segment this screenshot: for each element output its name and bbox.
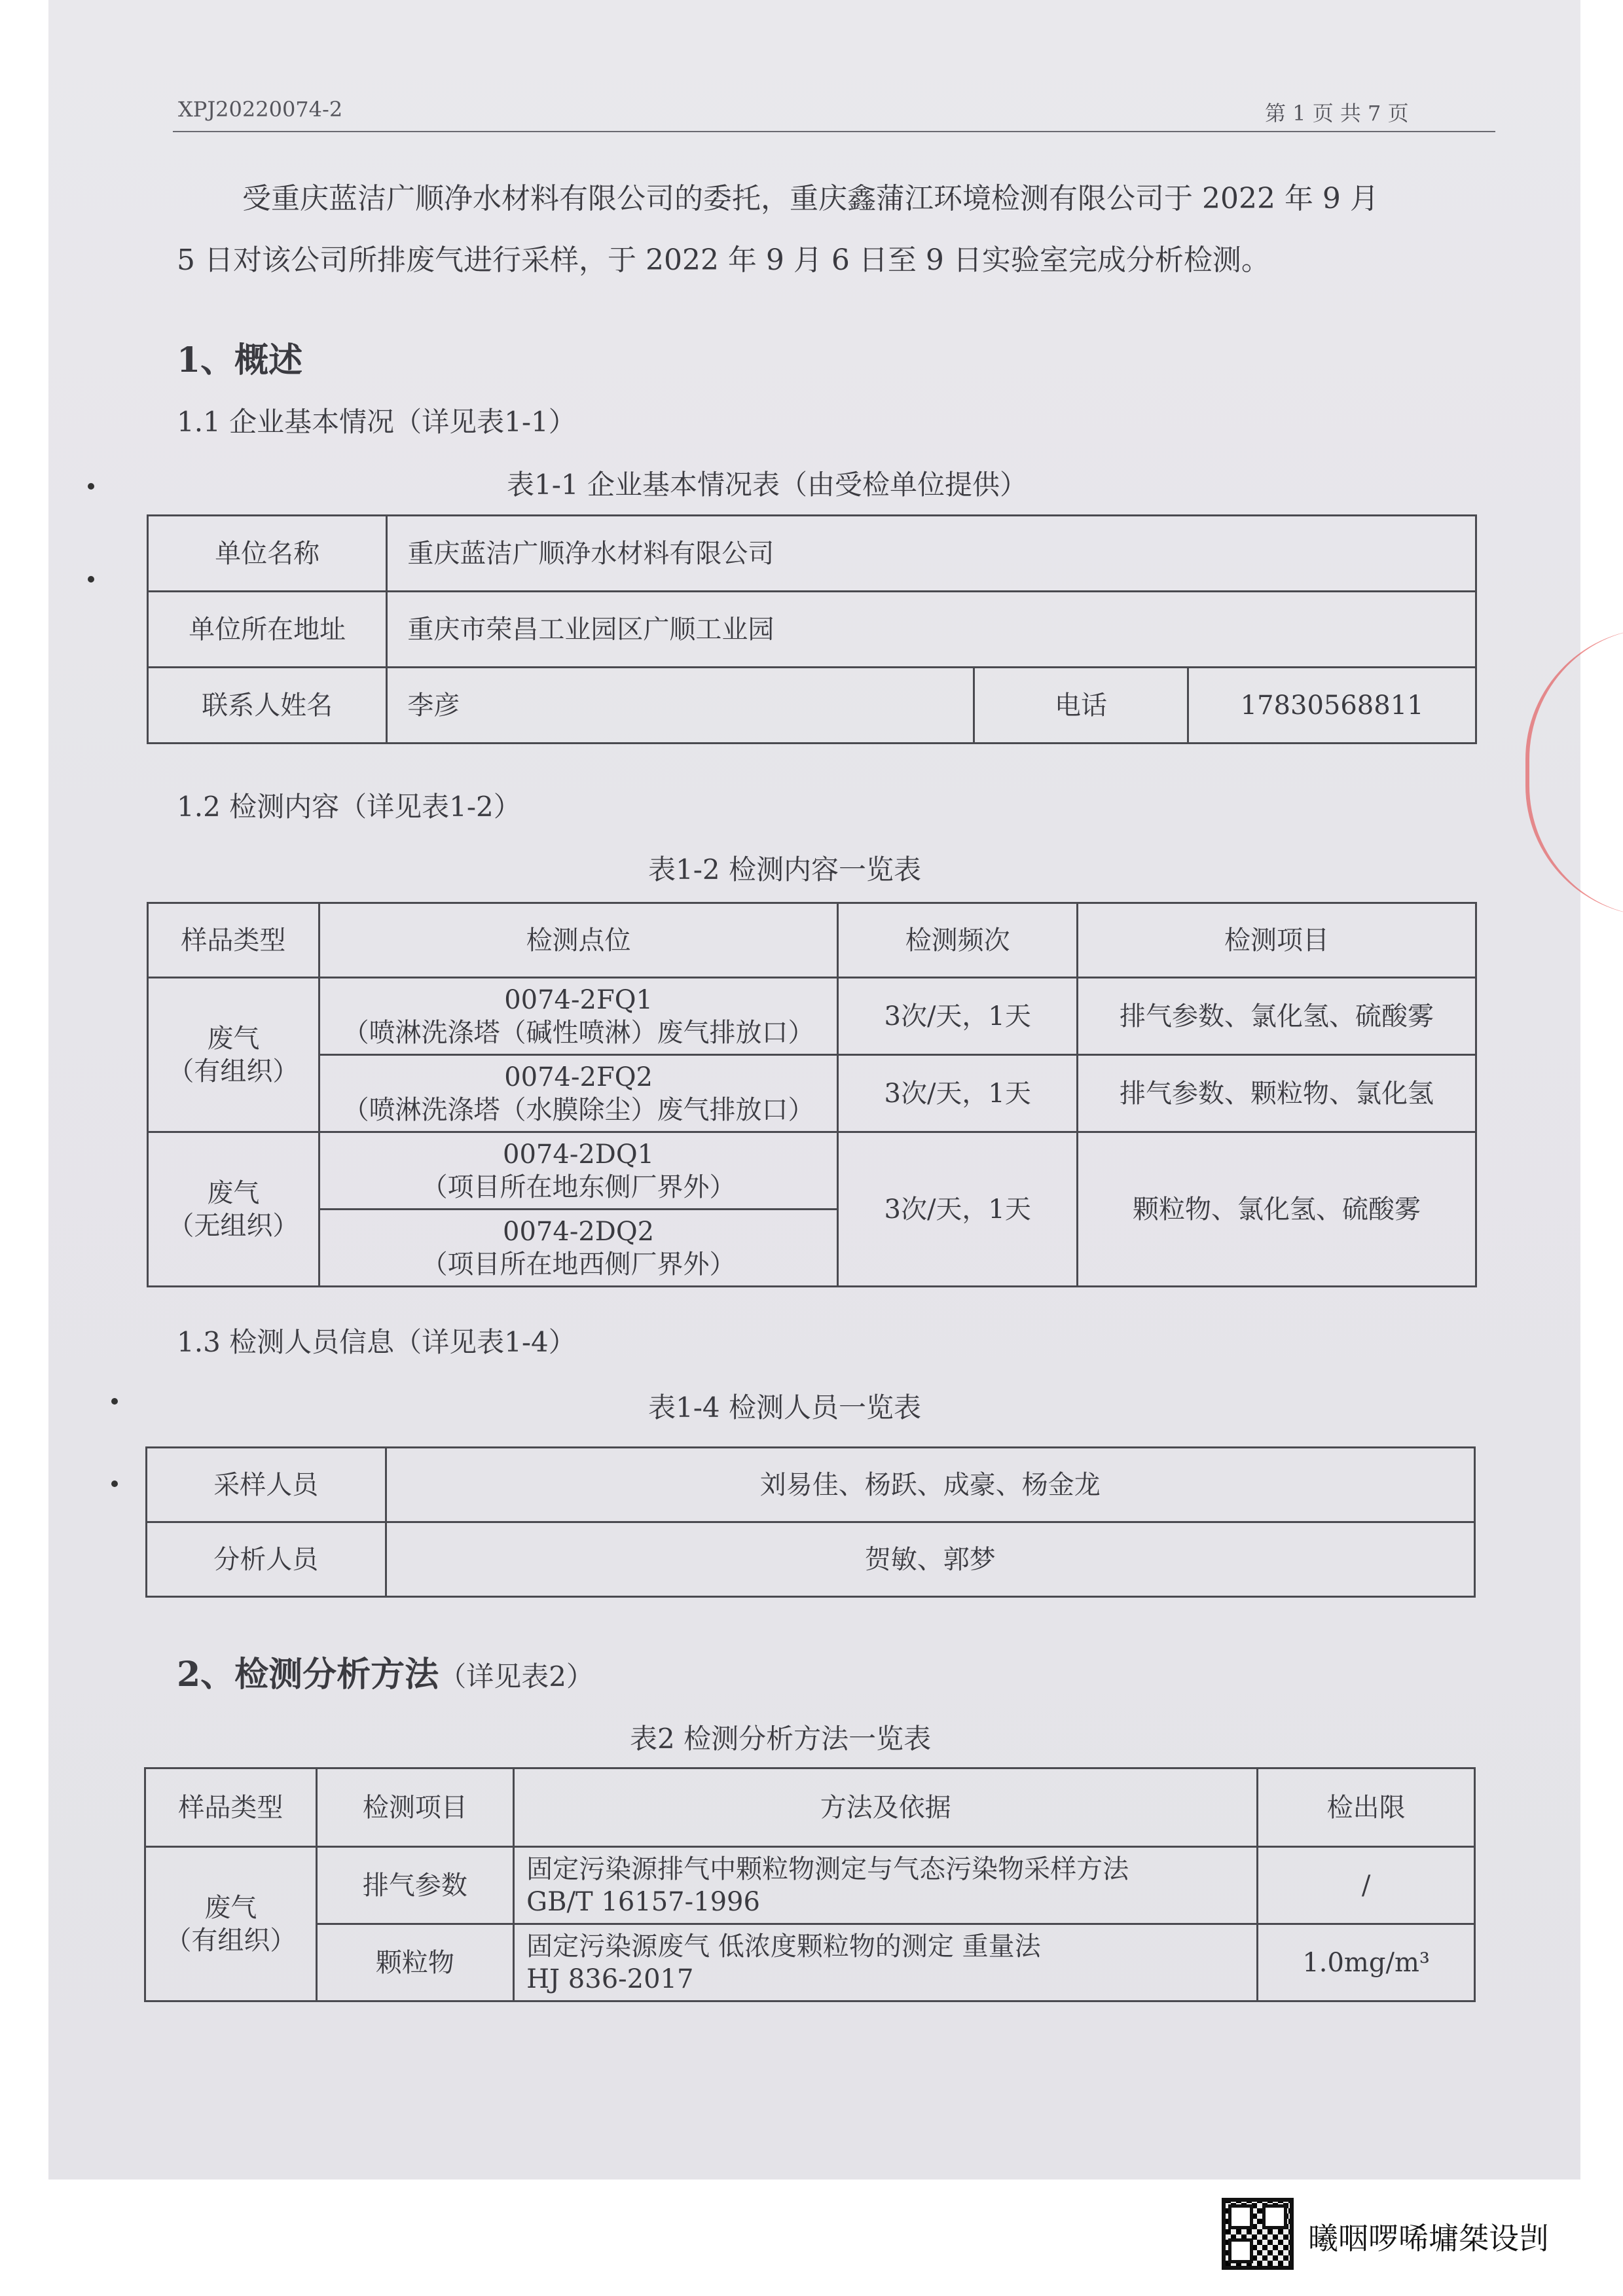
cell-point [319, 1210, 838, 1287]
point-desc: （喷淋洗涤塔（碱性喷淋）废气排放口） [342, 1017, 814, 1048]
qr-code-icon [1222, 2198, 1294, 2270]
header-frequency: 检测频次 [838, 903, 1077, 978]
cell-items: 排气参数、颗粒物、氯化氢 [1077, 1055, 1476, 1132]
cell-analysis-staff: 贺敏、郭梦 [386, 1522, 1475, 1597]
table-row [148, 668, 1476, 744]
subsection-1-3: 1.3 检测人员信息（详见表1-4） [177, 1326, 576, 1358]
table-header-row [145, 1768, 1475, 1847]
cell-label: 单位名称 [148, 516, 387, 592]
table-row [148, 978, 1476, 1055]
method-standard: GB/T 16157-1996 [526, 1886, 760, 1917]
cell-label: 分析人员 [147, 1522, 386, 1597]
cell-label: 单位所在地址 [148, 592, 387, 668]
cell-company-address: 重庆市荣昌工业园区广顺工业园 [387, 592, 1476, 668]
cell-item: 颗粒物 [316, 1924, 514, 2001]
table-1-4-caption: 表1-4 检测人员一览表 [648, 1391, 921, 1424]
table-row [148, 1055, 1476, 1132]
point-code: 0074-2DQ2 [503, 1216, 655, 1247]
cell-item: 排气参数 [316, 1847, 514, 1924]
table-row [145, 1847, 1475, 1924]
page-indicator: 第 1 页 共 7 页 [1265, 101, 1409, 126]
document-number: XPJ20220074-2 [178, 97, 343, 122]
table-row [147, 1448, 1475, 1522]
point-code: 0074-2FQ1 [504, 984, 653, 1015]
cell-sampling-staff: 刘易佳、杨跃、成豪、杨金龙 [386, 1448, 1475, 1522]
cell-frequency: 3次/天，1天 [838, 978, 1077, 1055]
header-sample-type: 样品类型 [145, 1768, 317, 1847]
table-row [148, 1132, 1476, 1210]
table-row [147, 1522, 1475, 1597]
header-items: 检测项目 [1077, 903, 1476, 978]
type-line: 废气 [207, 1177, 260, 1208]
table-2-caption: 表2 检测分析方法一览表 [630, 1723, 932, 1755]
cell-items: 排气参数、氯化氢、硫酸雾 [1077, 978, 1476, 1055]
table-1-4 [145, 1446, 1476, 1598]
table-1-1-caption: 表1-1 企业基本情况表（由受检单位提供） [507, 469, 1027, 501]
cell-sample-type [148, 1132, 319, 1287]
cell-label: 联系人姓名 [148, 668, 387, 744]
point-desc: （项目所在地东侧厂界外） [421, 1172, 736, 1202]
subsection-1-1: 1.1 企业基本情况（详见表1-1） [177, 406, 576, 438]
cell-point [319, 1055, 838, 1132]
cell-phone-number: 17830568811 [1188, 668, 1476, 744]
cell-phone-label: 电话 [974, 668, 1188, 744]
point-code: 0074-2FQ2 [504, 1062, 653, 1092]
method-name: 固定污染源废气 低浓度颗粒物的测定 重量法 [526, 1931, 1041, 1962]
scan-speck [111, 1480, 118, 1487]
header-point: 检测点位 [319, 903, 838, 978]
point-code: 0074-2DQ1 [503, 1139, 655, 1170]
table-1-1 [147, 514, 1477, 744]
scan-speck [88, 483, 94, 490]
type-line: （有组织） [168, 1056, 299, 1086]
scanned-paper [48, 0, 1580, 2179]
intro-line-1: 受重庆蓝洁广顺净水材料有限公司的委托，重庆鑫蒲江环境检测有限公司于 2022 年 9 月 [242, 182, 1379, 215]
method-name: 固定污染源排气中颗粒物测定与气态污染物采样方法 [526, 1854, 1129, 1884]
table-row [148, 516, 1476, 592]
header-detection-limit: 检出限 [1258, 1768, 1475, 1847]
section-2-heading [177, 1647, 594, 1696]
cell-method [514, 1924, 1258, 2001]
method-standard: HJ 836-2017 [526, 1964, 694, 1994]
cell-frequency: 3次/天，1天 [838, 1055, 1077, 1132]
header-rule [173, 131, 1495, 132]
header-method: 方法及依据 [514, 1768, 1258, 1847]
type-line: （无组织） [168, 1210, 299, 1241]
header-item: 检测项目 [316, 1768, 514, 1847]
header-sample-type: 样品类型 [148, 903, 319, 978]
cell-frequency: 3次/天，1天 [838, 1132, 1077, 1287]
cell-company-name: 重庆蓝洁广顺净水材料有限公司 [387, 516, 1476, 592]
point-desc: （喷淋洗涤塔（水膜除尘）废气排放口） [342, 1094, 814, 1125]
type-line: 废气 [207, 1023, 260, 1054]
cell-sample-type [148, 978, 319, 1132]
scan-speck [88, 576, 94, 583]
cell-contact-name: 李彦 [387, 668, 974, 744]
type-line: 废气 [204, 1892, 257, 1923]
section-2-note: （详见表2） [439, 1660, 594, 1693]
cell-label: 采样人员 [147, 1448, 386, 1522]
table-1-2-caption: 表1-2 检测内容一览表 [648, 853, 921, 886]
footer-text: 曦咽啰唏墉桀设剀 [1308, 2221, 1549, 2256]
table-row [145, 1924, 1475, 2001]
cell-method [514, 1847, 1258, 1924]
cell-point [319, 978, 838, 1055]
section-1-title: 1、概述 [177, 340, 303, 380]
subsection-1-2: 1.2 检测内容（详见表1-2） [177, 791, 521, 823]
table-header-row [148, 903, 1476, 978]
cell-sample-type [145, 1847, 317, 2001]
table-2 [144, 1767, 1476, 2002]
scan-speck [111, 1398, 118, 1405]
cell-point [319, 1132, 838, 1210]
cell-detection-limit: 1.0mg/m³ [1258, 1924, 1475, 2001]
section-2-title: 2、检测分析方法 [177, 1655, 439, 1695]
table-row [148, 592, 1476, 668]
type-line: （有组织） [165, 1925, 297, 1956]
table-1-2 [147, 902, 1477, 1287]
cell-detection-limit: / [1258, 1847, 1475, 1924]
point-desc: （项目所在地西侧厂界外） [421, 1249, 736, 1280]
intro-line-2: 5 日对该公司所排废气进行采样，于 2022 年 9 月 6 日至 9 日实验室完成分析检测。 [177, 243, 1270, 277]
cell-items: 颗粒物、氯化氢、硫酸雾 [1077, 1132, 1476, 1287]
